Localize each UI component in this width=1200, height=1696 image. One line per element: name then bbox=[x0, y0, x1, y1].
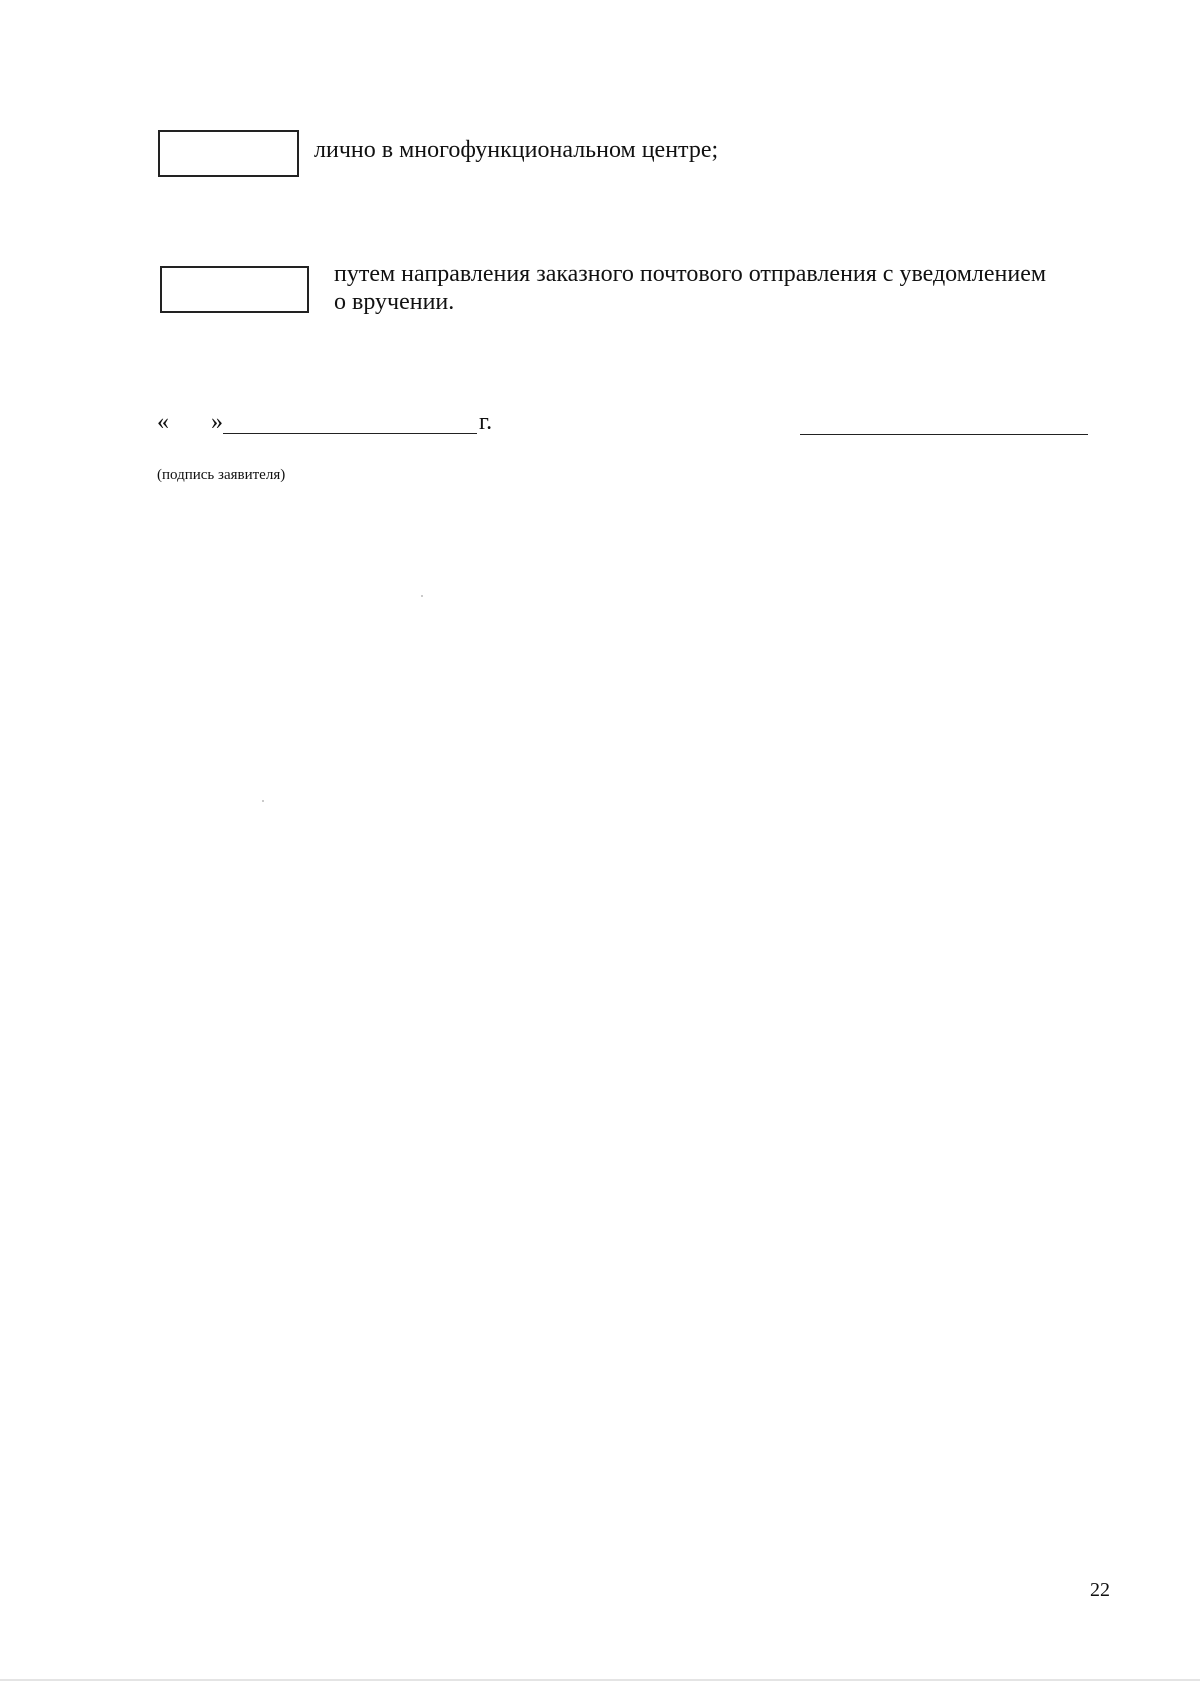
scan-speck bbox=[421, 595, 423, 597]
scan-bottom-edge bbox=[0, 1679, 1200, 1681]
date-quote-close: » bbox=[211, 409, 223, 435]
delivery-option-mail-label-line-2: о вручении. bbox=[334, 289, 455, 315]
delivery-option-mail-label-line-1: путем направления заказного почтового отправления с уведомлением bbox=[334, 261, 1047, 287]
date-field bbox=[157, 408, 492, 436]
page-number: 22 bbox=[1090, 1579, 1110, 1601]
signature-line[interactable] bbox=[800, 434, 1088, 435]
date-month-blank[interactable] bbox=[223, 409, 477, 434]
scan-speck bbox=[262, 800, 264, 802]
signature-caption: (подпись заявителя) bbox=[157, 467, 286, 483]
date-year-suffix: г. bbox=[479, 409, 493, 435]
date-quote-open: « bbox=[157, 409, 169, 435]
delivery-option-mail-checkbox[interactable] bbox=[160, 266, 309, 313]
delivery-option-mail-label bbox=[334, 260, 1046, 316]
delivery-option-in-person-label: лично в многофункциональном центре; bbox=[314, 137, 719, 163]
delivery-option-in-person-checkbox[interactable] bbox=[158, 130, 299, 177]
